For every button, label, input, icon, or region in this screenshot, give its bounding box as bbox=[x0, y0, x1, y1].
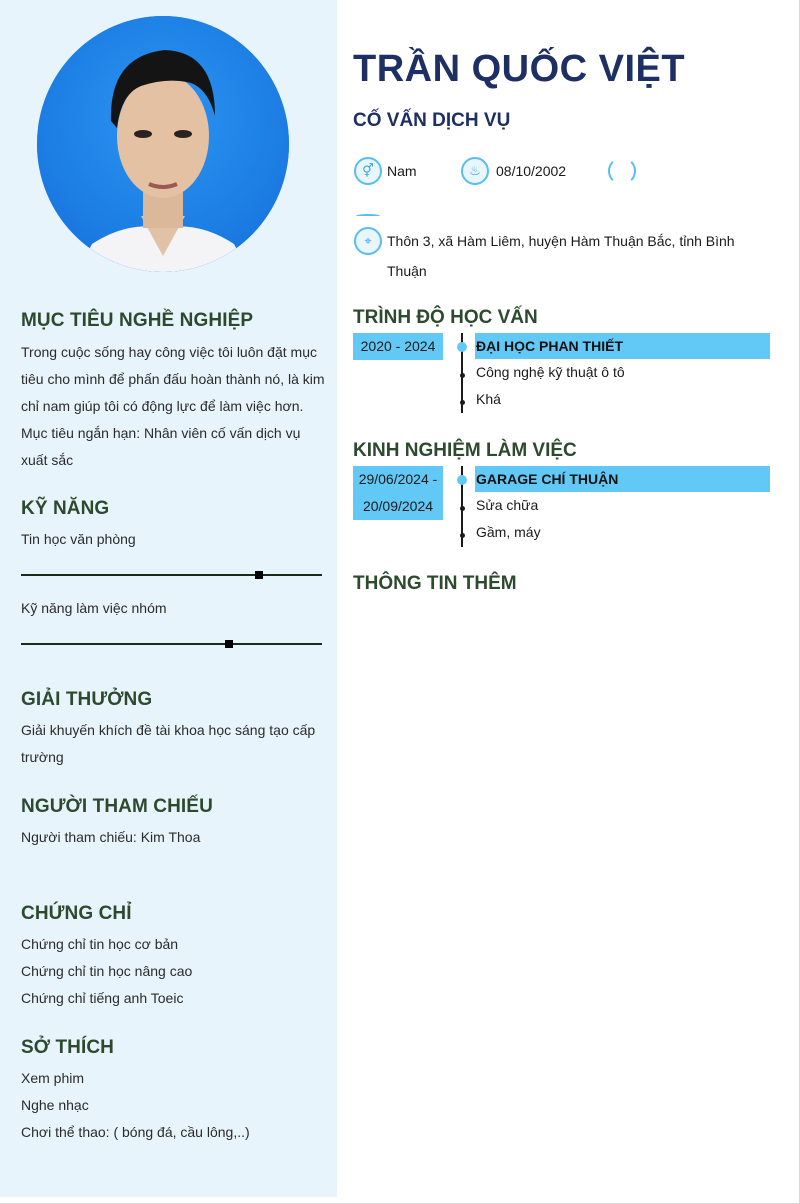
objective-text bbox=[21, 339, 326, 474]
skill-bar bbox=[21, 574, 322, 576]
birthdate-value: 08/10/2002 bbox=[496, 163, 567, 179]
timeline-bullet bbox=[460, 373, 465, 378]
address-line: Thuận bbox=[387, 263, 427, 279]
skill-name: Kỹ năng làm việc nhóm bbox=[21, 600, 167, 616]
certificates-list bbox=[21, 931, 192, 1012]
objective-line: xuất sắc bbox=[21, 452, 74, 468]
company-name: GARAGE CHÍ THUẬN bbox=[476, 471, 619, 487]
email-icon bbox=[356, 214, 380, 218]
awards-title: GIẢI THƯỞNG bbox=[21, 689, 153, 710]
objective-line: Mục tiêu ngắn hạn: Nhân viên cố vấn dịch vụ bbox=[21, 425, 301, 441]
timeline-dot bbox=[457, 342, 467, 352]
job-title: CỐ VẤN DỊCH VỤ bbox=[353, 110, 511, 131]
experience-detail: Gầm, máy bbox=[476, 524, 541, 540]
awards-line: trường bbox=[21, 749, 64, 765]
gender-icon: ⚥ bbox=[354, 157, 382, 185]
location-pin-icon: ⌖ bbox=[354, 227, 382, 255]
gender-value: Nam bbox=[387, 163, 417, 179]
grade: Khá bbox=[476, 391, 501, 407]
skills-title: KỸ NĂNG bbox=[21, 498, 110, 519]
objective-line: chỉ nam giúp tôi có động lực để làm việc hơn. bbox=[21, 398, 304, 414]
timeline-bullet bbox=[460, 400, 465, 405]
hobbies-title: SỞ THÍCH bbox=[21, 1037, 115, 1058]
extra-info-title: THÔNG TIN THÊM bbox=[353, 573, 517, 594]
skill-name: Tin học văn phòng bbox=[21, 531, 136, 547]
education-date: 2020 - 2024 bbox=[353, 333, 443, 360]
certificate-item: Chứng chỉ tin học nâng cao bbox=[21, 963, 193, 979]
timeline-bullet bbox=[460, 506, 465, 511]
skill-level-marker bbox=[255, 571, 263, 579]
address-line: Thôn 3, xã Hàm Liêm, huyện Hàm Thuận Bắc, tỉnh Bình bbox=[387, 233, 735, 249]
awards-text bbox=[21, 717, 326, 771]
timeline-dot bbox=[457, 475, 467, 485]
hobbies-list bbox=[21, 1065, 250, 1146]
awards-line: Giải khuyến khích đề tài khoa học sáng tạo cấp bbox=[21, 722, 316, 738]
candidate-name: TRẦN QUỐC VIỆT bbox=[353, 48, 686, 90]
objective-line: tiêu cho mình để phấn đấu hoàn thành nó, là kim bbox=[21, 371, 325, 387]
skill-bar bbox=[21, 643, 322, 645]
phone-icon bbox=[608, 157, 636, 185]
experience-title: KINH NGHIỆM LÀM VIỆC bbox=[353, 440, 577, 461]
references-title: NGƯỜI THAM CHIẾU bbox=[21, 796, 213, 817]
certificate-item: Chứng chỉ tin học cơ bản bbox=[21, 936, 179, 952]
references-text: Người tham chiếu: Kim Thoa bbox=[21, 829, 201, 845]
objective-line: Trong cuộc sống hay công việc tôi luôn đặt mục bbox=[21, 344, 317, 360]
skill-level-marker bbox=[225, 640, 233, 648]
profile-photo bbox=[37, 16, 289, 272]
hobby-item: Chơi thể thao: ( bóng đá, cầu lông,..) bbox=[21, 1124, 250, 1140]
objective-title: MỤC TIÊU NGHỀ NGHIỆP bbox=[21, 310, 254, 331]
hobby-item: Xem phim bbox=[21, 1070, 85, 1086]
experience-date bbox=[353, 466, 443, 520]
experience-detail: Sửa chữa bbox=[476, 497, 539, 513]
major: Công nghệ kỹ thuật ô tô bbox=[476, 364, 625, 380]
birthday-cake-icon: ♨ bbox=[461, 157, 489, 185]
timeline-bullet bbox=[460, 533, 465, 538]
hobby-item: Nghe nhạc bbox=[21, 1097, 89, 1113]
experience-date-end: 20/09/2024 bbox=[362, 498, 434, 514]
education-title: TRÌNH ĐỘ HỌC VẤN bbox=[353, 307, 538, 328]
school-name: ĐẠI HỌC PHAN THIẾT bbox=[476, 338, 623, 354]
experience-date-start: 29/06/2024 - bbox=[358, 471, 438, 487]
certificate-item: Chứng chỉ tiếng anh Toeic bbox=[21, 990, 184, 1006]
certificates-title: CHỨNG CHỈ bbox=[21, 903, 132, 924]
